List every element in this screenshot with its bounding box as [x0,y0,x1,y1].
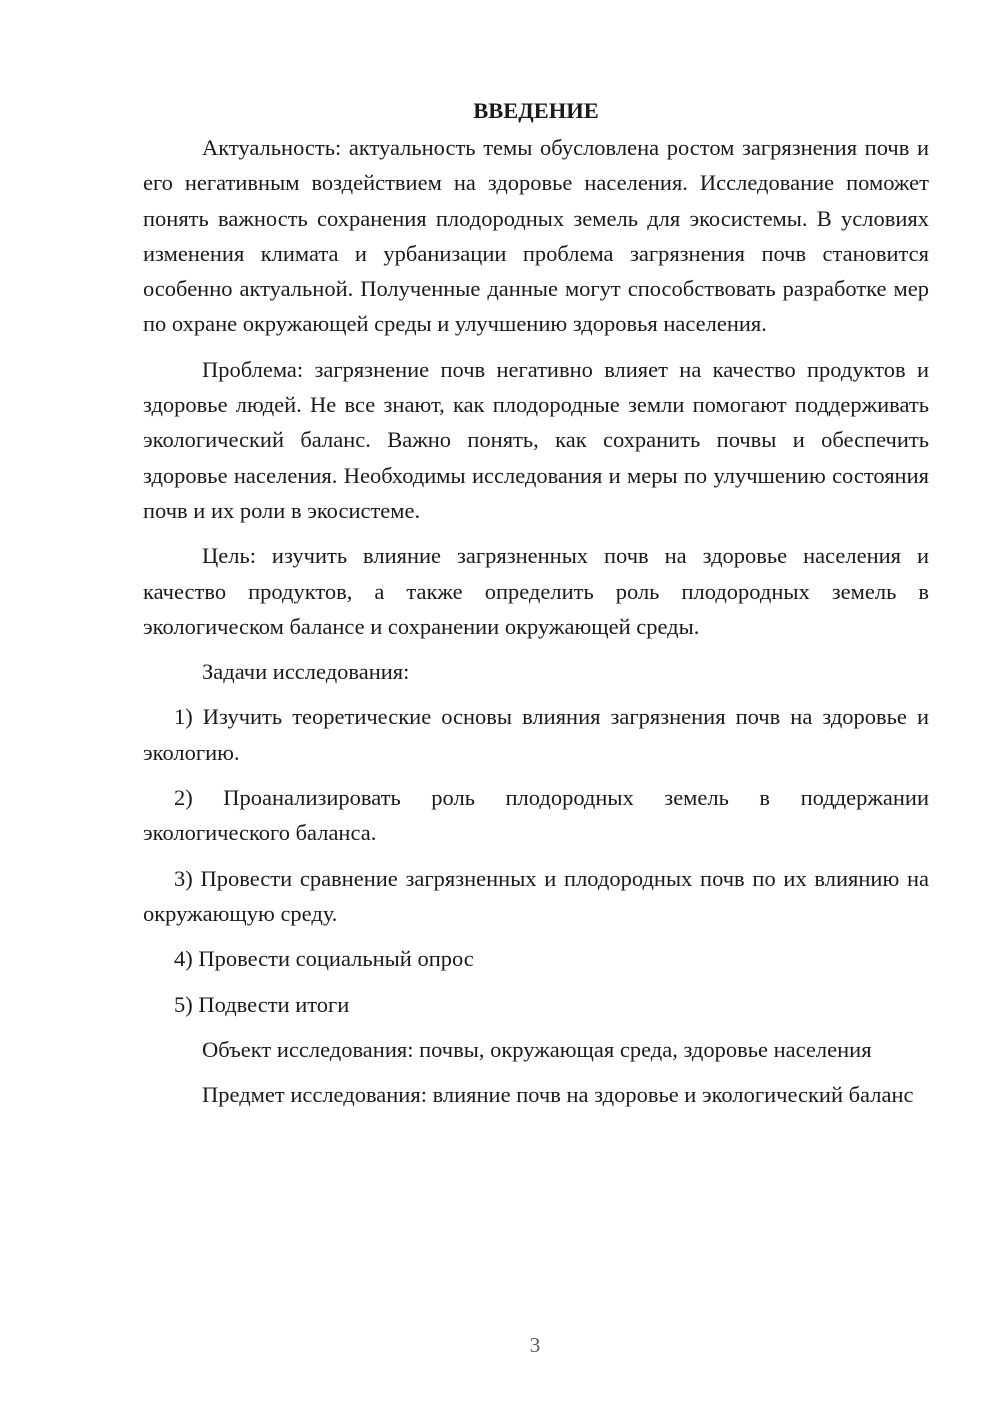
document-body [143,93,929,1122]
page-number: 3 [529,1333,541,1357]
task-item-5: 5) Подвести итоги [174,991,350,1017]
object-paragraph: Объект исследования: почвы, окружающая среда, здоровье населения [202,1036,872,1062]
page-title: ВВЕДЕНИЕ [473,98,599,123]
task-item-2: 2) Проанализировать роль плодородных земель в поддержании экологического баланса. [143,785,929,846]
subject-paragraph: Предмет исследования: влияние почв на здоровье и экологический баланс [202,1082,914,1108]
task-item-1: 1) Изучить теоретические основы влияния загрязнения почв на здоровье и экологию. [143,704,929,765]
task-item-3: 3) Провести сравнение загрязненных и плодородных почв по их влиянию на окружающую среду. [143,865,929,926]
goal-paragraph: Цель: изучить влияние загрязненных почв на здоровье населения и качество продуктов, а также определить роль плодородных земель в экологическом балансе и сохранении окружающей среды. [143,543,929,639]
task-item-4: 4) Провести социальный опрос [174,946,474,972]
relevance-paragraph: Актуальность: актуальность темы обусловлена ростом загрязнения почв и его негативным воздействием на здоровье населения. Исследование поможет понять важность сохранения плодородных земель для экосистемы. В условиях изменения климата и урбанизации проблема загрязнения почв становится особенно актуальной. Полученные данные могут способствовать разработке мер по охране окружающей среды и улучшению здоровья населения. [143,135,929,337]
tasks-heading: Задачи исследования: [202,659,410,685]
problem-paragraph: Проблема: загрязнение почв негативно влияет на качество продуктов и здоровье людей. Не все знают, как плодородные земли помогают поддерживать экологический баланс. Важно понять, как сохранить почвы и обеспечить здоровье населения. Необходимы исследования и меры по улучшению состояния почв и их роли в экосистеме. [143,356,929,523]
